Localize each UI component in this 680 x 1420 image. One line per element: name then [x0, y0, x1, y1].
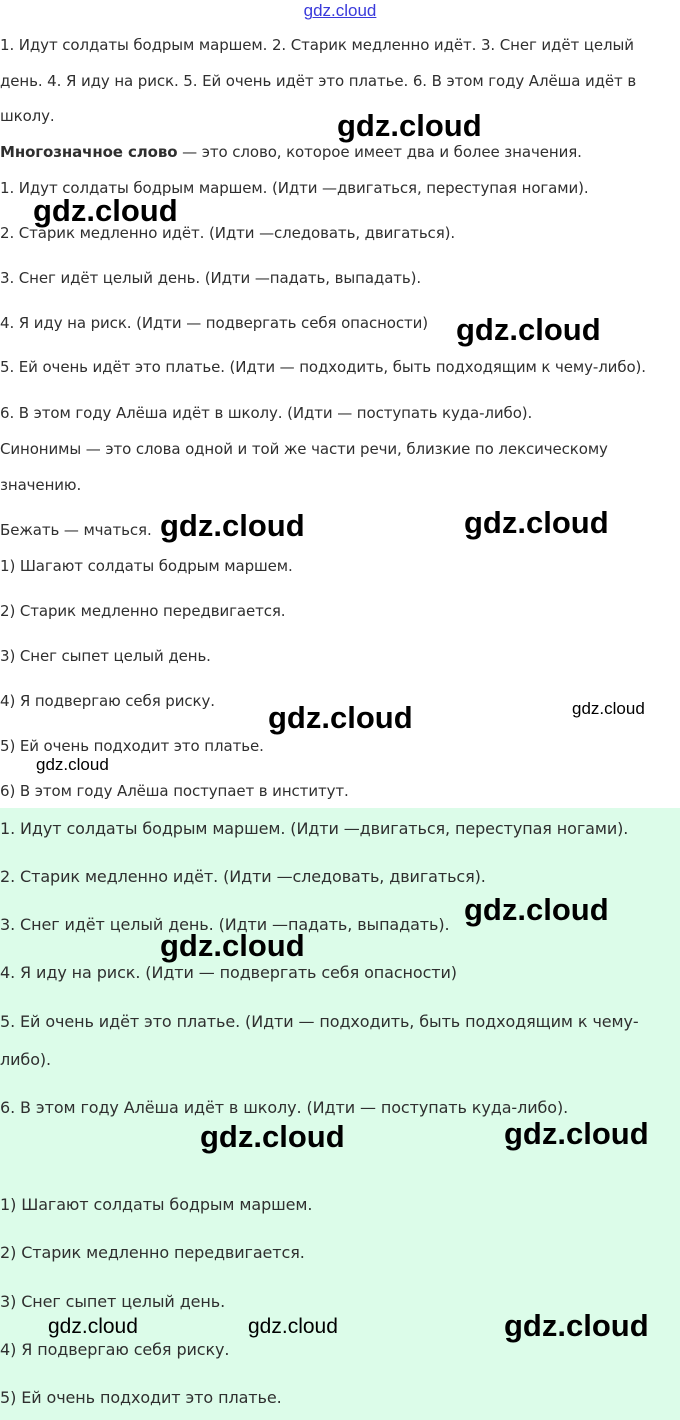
meaning-item: 3. Снег идёт целый день. (Идти —падать, выпадать).	[0, 269, 422, 287]
watermark: gdz.cloud	[248, 1315, 338, 1338]
watermark: gdz.cloud	[36, 755, 109, 774]
answer-meaning-item: 1. Идут солдаты бодрым маршем. (Идти —двигаться, переступая ногами).	[0, 819, 629, 838]
watermark: gdz.cloud	[160, 508, 305, 543]
answer-replacement-item: 4) Я подвергаю себя риску.	[0, 1340, 230, 1359]
definition-text: — это слово, которое имеет два и более значения.	[177, 143, 582, 161]
task-text-line-3: школу.	[0, 107, 55, 125]
header-link[interactable]: gdz.cloud	[303, 1, 377, 20]
meaning-item: 6. В этом году Алёша идёт в школу. (Идти — поступать куда-либо).	[0, 404, 533, 422]
watermark: gdz.cloud	[464, 505, 609, 540]
watermark: gdz.cloud	[33, 193, 178, 228]
task-text-line-2: день. 4. Я иду на риск. 5. Ей очень идёт это платье. 6. В этом году Алёша идёт в	[0, 72, 637, 90]
synonyms-definition-line-2: значению.	[0, 476, 82, 494]
answer-replacement-item: 2) Старик медленно передвигается.	[0, 1243, 305, 1262]
watermark: gdz.cloud	[200, 1119, 345, 1154]
answer-meaning-item: 2. Старик медленно идёт. (Идти —следовать, двигаться).	[0, 867, 486, 886]
answer-meaning-item: 4. Я иду на риск. (Идти — подвергать себя опасности)	[0, 963, 457, 982]
meaning-item: 4. Я иду на риск. (Идти — подвергать себя опасности)	[0, 314, 429, 332]
watermark: gdz.cloud	[160, 928, 305, 963]
answer-meaning-item: 3. Снег идёт целый день. (Идти —падать, выпадать).	[0, 915, 450, 934]
answer-replacement-item: 1) Шагают солдаты бодрым маршем.	[0, 1195, 313, 1214]
watermark: gdz.cloud	[504, 1308, 649, 1343]
synonym-example: Бежать — мчаться.	[0, 521, 152, 539]
meaning-item: 5. Ей очень идёт это платье. (Идти — подходить, быть подходящим к чему-либо).	[0, 358, 646, 376]
answer-meaning-item: либо).	[0, 1050, 52, 1069]
definition-term: Многозначное слово	[0, 143, 178, 161]
watermark: gdz.cloud	[464, 892, 609, 927]
synonyms-definition-line-1: Синонимы — это слова одной и той же части речи, близкие по лексическому	[0, 440, 608, 458]
replacement-item: 2) Старик медленно передвигается.	[0, 602, 286, 620]
watermark: gdz.cloud	[337, 108, 482, 143]
replacement-item: 1) Шагают солдаты бодрым маршем.	[0, 557, 293, 575]
watermark: gdz.cloud	[48, 1315, 138, 1338]
replacement-item: 3) Снег сыпет целый день.	[0, 647, 211, 665]
answer-replacement-item: 3) Снег сыпет целый день.	[0, 1292, 226, 1311]
definition	[0, 143, 582, 161]
meaning-item: 2. Старик медленно идёт. (Идти —следовать, двигаться).	[0, 224, 456, 242]
replacement-item: 4) Я подвергаю себя риску.	[0, 692, 215, 710]
replacement-item: 6) В этом году Алёша поступает в институт.	[0, 782, 349, 800]
task-text-line-1: 1. Идут солдаты бодрым маршем. 2. Старик медленно идёт. 3. Снег идёт целый	[0, 36, 634, 54]
watermark: gdz.cloud	[572, 699, 645, 718]
answer-replacement-item: 5) Ей очень подходит это платье.	[0, 1388, 282, 1407]
answer-meaning-item: 6. В этом году Алёша идёт в школу. (Идти — поступать куда-либо).	[0, 1098, 569, 1117]
watermark: gdz.cloud	[268, 700, 413, 735]
meaning-item: 1. Идут солдаты бодрым маршем. (Идти —двигаться, переступая ногами).	[0, 179, 589, 197]
watermark: gdz.cloud	[456, 312, 601, 347]
replacement-item: 5) Ей очень подходит это платье.	[0, 737, 264, 755]
answer-meaning-item: 5. Ей очень идёт это платье. (Идти — подходить, быть подходящим к чему-	[0, 1012, 639, 1031]
watermark: gdz.cloud	[504, 1116, 649, 1151]
